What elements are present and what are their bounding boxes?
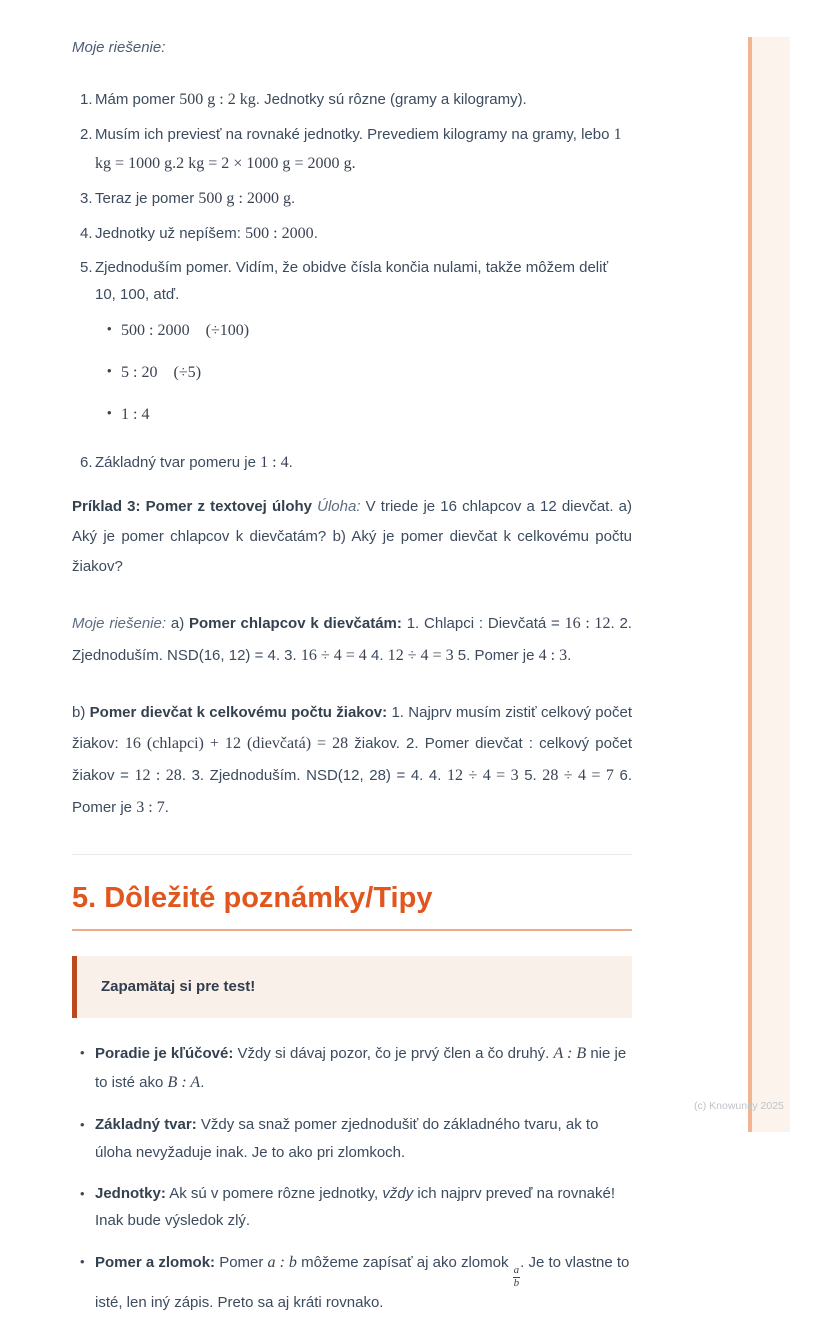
list-item [80, 1039, 632, 1098]
copyright-text: (c) Knowunity 2025 [694, 1100, 784, 1112]
text-fragment: 4. [366, 646, 388, 664]
step-number: 3. [80, 189, 93, 207]
bullet-icon: • [80, 1185, 85, 1201]
text-fragment: 12 : 28 [134, 767, 182, 785]
text-fragment: Základný tvar pomeru je [95, 454, 261, 471]
step-text [95, 185, 632, 214]
paragraph-solution3b [72, 698, 632, 824]
text-fragment: Poradie je kľúčové: [95, 1044, 234, 1062]
text-fragment: . [313, 224, 318, 242]
text-fragment: . Je to vlastne to isté, len iný zápis. Preto sa aj kráti rovnako. [95, 1254, 630, 1312]
text-fragment: . [291, 189, 296, 207]
text-fragment: 6. Pomer je [72, 767, 632, 817]
list-item [80, 1111, 632, 1167]
tip-text [95, 1039, 632, 1098]
text-fragment: . 2. Zjednoduším. NSD(16, 12) = 4. 3. [72, 614, 632, 664]
text-fragment: b) [72, 704, 90, 722]
bullet-icon: • [80, 1044, 85, 1060]
tip-text [95, 1111, 632, 1167]
bullet-icon: • [107, 405, 112, 421]
callout-title: Zapamätaj si pre test! [101, 977, 256, 995]
text-fragment: B : A [167, 1074, 201, 1092]
text-fragment: 500 : 2000 [245, 224, 314, 242]
text-fragment: 1. Najprv musím zistiť celkový počet žiakov: [72, 704, 633, 753]
text-fragment: 500 g : 2 kg [179, 91, 256, 108]
list-item [80, 121, 632, 179]
step-number: 1. [80, 91, 93, 108]
text-fragment: 16 ÷ 4 = 4 [300, 646, 367, 664]
text-fragment: . 3. Zjednoduším. NSD(12, 28) = 4. 4. [181, 767, 448, 785]
list-item [107, 401, 632, 430]
text-fragment: ich najprv preveď na rovnaké! Inak bude výsledok zlý. [95, 1184, 616, 1230]
solution-steps-list [72, 86, 632, 478]
text-fragment: a) [166, 614, 190, 632]
text-fragment: Úloha: [317, 497, 361, 515]
step-number: 5. [80, 259, 93, 277]
list-item [107, 317, 632, 346]
step-text [95, 86, 632, 115]
text-fragment: 500 g : 2000 g [198, 189, 292, 207]
list-item [80, 1180, 632, 1236]
paragraph-example3 [72, 492, 632, 582]
text-fragment: Jednotky už nepíšem: [95, 224, 246, 242]
step-text [95, 449, 632, 478]
text-fragment: 500 : 2000 (÷100) [121, 322, 250, 340]
text-fragment: 5. [518, 767, 543, 785]
text-fragment: 16 : 12 [564, 614, 611, 632]
text-fragment: Pomer dievčat k celkovému počtu žiakov: [89, 704, 388, 722]
text-fragment: 5 : 20 (÷5) [121, 364, 202, 382]
bullet-text [121, 401, 150, 430]
bullet-icon: • [107, 363, 112, 379]
text-fragment: . [288, 454, 293, 471]
bullet-text [121, 317, 249, 346]
text-fragment: . Jednotky sú rôzne (gramy a kilogramy). [255, 91, 527, 108]
text-fragment: 3 : 7 [136, 799, 165, 817]
text-fragment: . [567, 646, 572, 664]
callout-box [72, 956, 632, 1018]
paragraph-solution3a [72, 608, 632, 672]
tip-text [95, 1180, 632, 1236]
step-text-inline [95, 259, 608, 303]
bullet-text [121, 359, 201, 388]
text-fragment: 28 ÷ 4 = 7 [542, 767, 614, 785]
list-item [80, 185, 632, 214]
text-fragment: a : b [267, 1254, 297, 1272]
text-fragment: . [351, 154, 356, 172]
list-item [80, 86, 632, 115]
text-fragment: Teraz je pomer [95, 189, 199, 207]
text-fragment: Vždy sa snaž pomer zjednodušiť do základného tvaru, ak to úloha nevyžaduje inak. Je to ako pri zlomkoch. [95, 1116, 599, 1161]
text-fragment: Moje riešenie: [72, 614, 167, 632]
text-fragment: Jednotky: [95, 1184, 166, 1202]
text-fragment: Pomer a zlomok: [95, 1254, 216, 1272]
text-fragment: 1 : 4 [260, 454, 289, 471]
step-text [95, 220, 632, 249]
list-item [107, 359, 632, 388]
section-divider [72, 854, 632, 855]
text-fragment: A : B [553, 1044, 587, 1062]
text-fragment: V triede je 16 chlapcov a 12 dievčat. a) Aký je pomer chlapcov k dievčatám? b) Aký je pomer dievčat k celkovému počtu žiakov? [72, 497, 632, 575]
text-fragment: Pomer [215, 1254, 268, 1272]
simplify-bullets-list [95, 317, 632, 430]
step-number: 2. [80, 125, 93, 143]
text-fragment: Vždy si dávaj pozor, čo je prvý člen a čo druhý. [233, 1044, 554, 1062]
text-fragment: 1. Chlapci : Dievčatá = [401, 614, 565, 632]
text-fragment: 12 ÷ 4 = 3 [387, 646, 454, 664]
bullet-icon: • [80, 1254, 85, 1270]
text-fragment: Základný tvar: [95, 1116, 197, 1134]
list-item [80, 449, 632, 478]
document-page [72, 38, 632, 1330]
text-fragment: Príklad 3: Pomer z textovej úlohy [72, 497, 318, 515]
text-fragment: Ak sú v pomere rôzne jednotky, [165, 1184, 383, 1202]
page-title: 5. Dôležité poznámky/Tipy [72, 882, 433, 915]
tips-list [72, 1039, 632, 1317]
list-item [80, 1248, 632, 1317]
bullet-icon: • [80, 1117, 85, 1133]
text-fragment: 5. Pomer je [453, 646, 539, 664]
text-fragment: vždy [382, 1184, 414, 1202]
text-fragment: môžeme zapísať aj ako zlomok [296, 1254, 513, 1272]
step-number: 4. [80, 224, 93, 242]
text-fragment: Zjednoduším pomer. Vidím, že obidve čísla končia nulami, takže môžem deliť 10, 100, atď. [95, 259, 609, 304]
text-fragment: 12 ÷ 4 = 3 [447, 767, 519, 785]
solution-intro-label: Moje riešenie: [72, 39, 166, 56]
heading-underline [72, 929, 632, 931]
text-fragment: Mám pomer [95, 91, 180, 108]
list-item [80, 220, 632, 249]
bullet-icon: • [107, 321, 112, 337]
text-fragment: Pomer chlapcov k dievčatám: [189, 614, 402, 632]
fraction: $\frac{a}{b}$ [513, 1264, 520, 1289]
step-text [95, 121, 632, 179]
decorative-side-strip [748, 37, 790, 1132]
text-fragment: . [164, 799, 169, 817]
step-number: 6. [80, 454, 93, 471]
text-fragment: 1 : 4 [121, 406, 150, 424]
text-fragment: 1 kg = 1000 g.2 kg = 2 × 1000 g = 2000 g [95, 125, 622, 172]
tip-text [95, 1248, 632, 1317]
text-fragment: 4 : 3 [538, 646, 568, 664]
text-fragment: . [200, 1074, 205, 1092]
text-fragment: žiakov. 2. Pomer dievčat : celkový počet žiakov = [72, 735, 632, 785]
list-item [80, 254, 632, 443]
text-fragment: Musím ich previesť na rovnaké jednotky. Prevediem kilogramy na gramy, lebo [95, 125, 614, 143]
text-fragment: 16 (chlapci) + 12 (dievčatá) = 28 [124, 735, 349, 753]
text-fragment: nie je to isté ako [95, 1044, 627, 1092]
step-text [95, 254, 632, 443]
